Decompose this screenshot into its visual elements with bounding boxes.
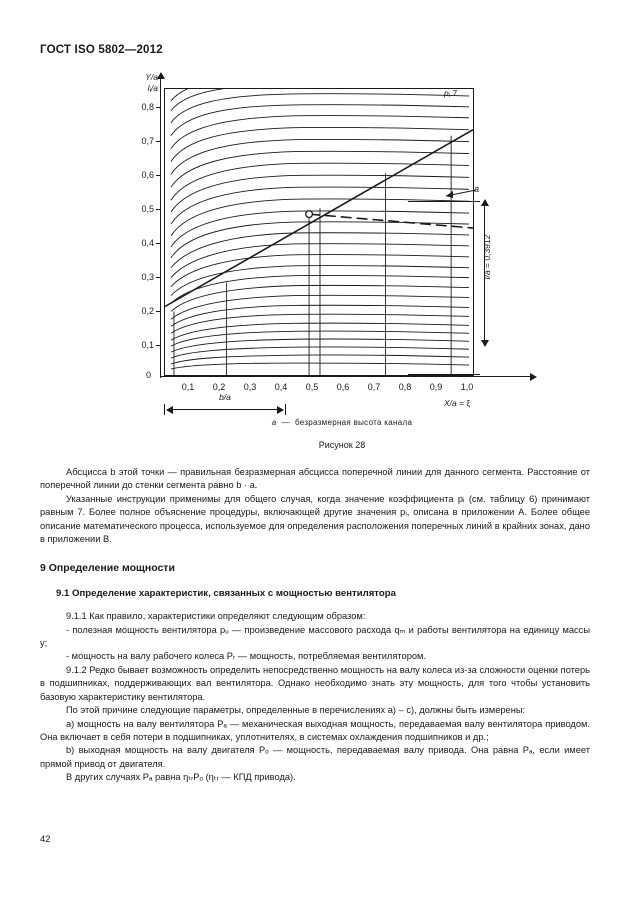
dimension-b-over-a-label: b/a — [219, 392, 231, 402]
paragraph-9-1-1: 9.1.1 Как правило, характеристики определяют следующим образом: — [66, 611, 366, 622]
diagonal-line — [165, 130, 473, 307]
y-tick-label-0.1: 0,1 — [141, 340, 154, 350]
y-tick-mark-0.6 — [156, 175, 161, 176]
dimension-tick-right — [285, 404, 286, 415]
figure-note-text: безразмерная высота канала — [294, 418, 413, 427]
y-tick-label-0.8: 0,8 — [141, 102, 154, 112]
page-number: 42 — [40, 834, 51, 845]
x-tick-label-0.4: 0,4 — [274, 382, 288, 392]
figure-caption: Рисунок 28 — [318, 440, 366, 450]
intersection-point-marker — [306, 211, 313, 218]
heading-9: 9 Определение мощности — [40, 562, 175, 575]
paragraph-9-1-2: 9.1.2 Редко бывает возможность определить непосредственно мощность на валу колеса из-за сложности оценки потерь в подшипниках, поддерживающих вал вентилятора. Однако необходимо знать эту мощность, для того чтобы установить базовую характеристику вентилятора. — [40, 664, 590, 702]
paragraph-item-a: a) мощность на валу вентилятора Pₐ — механическая выходная мощность, передаваемая валу вентилятора приводом. Она включает в себя потери в подшипниках, уплотнителях, в системах охлаждения подшипников и др.; — [40, 718, 590, 742]
x-tick-label-0.6: 0,6 — [336, 382, 350, 392]
x-tick-label-0.8: 0,8 — [398, 382, 412, 392]
y-tick-mark-0.1 — [156, 345, 161, 346]
y-tick-mark-0.3 — [156, 277, 161, 278]
y-tick-label-0.6: 0,6 — [141, 170, 154, 180]
dimension-l-over-a-label: l/a = 0,3912 — [482, 234, 492, 280]
x-tick-label-0.2: 0,2 — [212, 382, 226, 392]
y-tick-label-0.5: 0,5 — [141, 204, 154, 214]
document-header: ГОСТ ISO 5802—2012 — [40, 44, 163, 56]
paragraph-item-b: b) выходная мощность на валу двигателя Pₒ — мощность, передаваемая валу привода. Она равна Pₐ, если имеет прямой привод от двигателя. — [40, 745, 590, 769]
y-tick-label-0: 0 — [146, 370, 152, 380]
paragraph-measure-intro: По этой причине следующие параметры, определенные в перечислениях a) – c), должны быть измерены: — [66, 705, 526, 716]
paragraph-other-cases: В других случаях Pₐ равна ηₜᵣPₒ (ηₜᵣ — КПД привода). — [66, 772, 296, 783]
plot-area — [164, 88, 474, 376]
y-tick-label-0.4: 0,4 — [141, 238, 154, 248]
heading-9-1: 9.1 Определение характеристик, связанных с мощностью вентилятора — [56, 587, 396, 599]
y-axis-label — [128, 72, 158, 97]
dashed-line — [309, 214, 473, 228]
dimension-arrow-left-icon — [166, 406, 173, 414]
y-axis-label-line1: Y/a — [145, 72, 158, 82]
dimension-l-over-a-bottom-line — [408, 374, 480, 375]
x-axis-line — [160, 376, 532, 377]
x-tick-label-0.7: 0,7 — [367, 382, 381, 392]
paragraph-2: Указанные инструкции применимы для общего случая, когда значение коэффициента pᵢ (см. таблицу 6) принимают равным 7. Более полное объяснение процедуры, включающей другие значения pᵢ, описана в приложении А. Более общее описание математического процесса, используемое для определения расположения поперечных линий в крайних зонах, дано в приложении В. — [40, 493, 590, 545]
body-text — [40, 466, 590, 785]
curve-family-label: pi 7 — [444, 88, 458, 99]
y-axis-label-line2: li/a — [147, 83, 158, 94]
y-tick-mark-0.8 — [156, 107, 161, 108]
leader-line-a — [438, 186, 478, 204]
y-tick-label-0.2: 0,2 — [141, 306, 154, 316]
paragraph-useful-power: - полезная мощность вентилятора pᵤ — произведение массового расхода qₘ и работы вентилятора на единицу массы y; — [40, 624, 590, 649]
paragraph-1: Абсцисса b этой точки — правильная безразмерная абсцисса поперечной линии для данного сегмента. Расстояние от поперечной линии до стенки сегмента равно b · a. — [40, 467, 590, 491]
dimension-tick-left — [164, 404, 165, 415]
x-axis-caption: X/a = ξ — [444, 398, 471, 408]
y-axis-line — [160, 78, 161, 378]
x-tick-label-0.1: 0,1 — [181, 382, 195, 392]
x-tick-label-1.0: 1,0 — [460, 382, 474, 392]
y-tick-label-0.7: 0,7 — [141, 136, 154, 146]
paragraph-impeller-power: - мощность на валу рабочего колеса Pᵣ — мощность, потребляемая вентилятором. — [66, 651, 427, 662]
x-tick-label-0.5: 0,5 — [305, 382, 319, 392]
dimension-arrow-down-icon — [481, 340, 489, 347]
plot-curves — [165, 89, 473, 375]
x-tick-label-0.3: 0,3 — [243, 382, 257, 392]
figure-28 — [122, 72, 562, 450]
y-tick-label-0.3: 0,3 — [141, 272, 154, 282]
x-axis-arrow-icon — [530, 373, 537, 381]
figure-note-dash: — — [281, 418, 290, 427]
dimension-b-over-a — [164, 392, 286, 416]
dimension-arrow-right-icon — [277, 406, 284, 414]
figure-note — [122, 418, 562, 427]
y-tick-mark-0.2 — [156, 311, 161, 312]
y-tick-mark-0.7 — [156, 141, 161, 142]
annotation-label-a: a — [474, 184, 480, 194]
y-tick-mark-0.4 — [156, 243, 161, 244]
y-tick-mark-0.5 — [156, 209, 161, 210]
x-tick-label-0.9: 0,9 — [429, 382, 443, 392]
dimension-l-over-a — [478, 198, 492, 348]
dimension-bar — [168, 409, 282, 410]
figure-note-symbol: a — [271, 418, 277, 427]
